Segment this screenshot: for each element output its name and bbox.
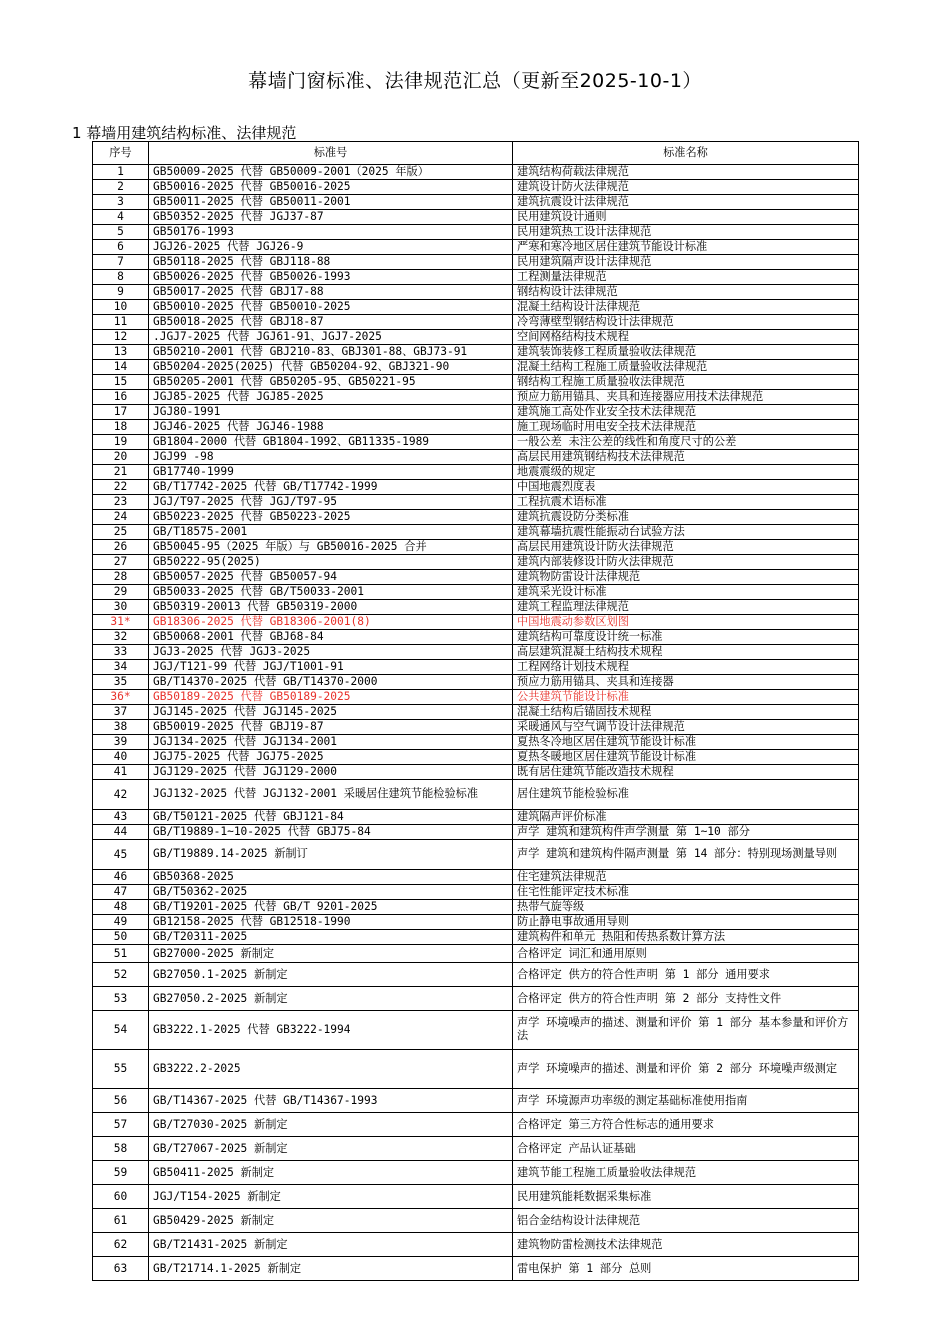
row-standard-code: .JGJ7-2025 代替 JGJ61-91、JGJ7-2025 [149, 330, 513, 345]
row-standard-name: 建筑工程监理法律规范 [513, 600, 859, 615]
row-serial-number: 34 [93, 660, 149, 675]
row-serial-number: 30 [93, 600, 149, 615]
table-row [93, 270, 859, 285]
row-standard-name: 公共建筑节能设计标准 [513, 690, 859, 705]
row-standard-name: 民用建筑热工设计法律规范 [513, 225, 859, 240]
table-row [93, 1137, 859, 1161]
row-serial-number: 54 [93, 1011, 149, 1050]
row-standard-name: 建筑施工高处作业安全技术法律规范 [513, 405, 859, 420]
row-standard-code: GB50411-2025 新制定 [149, 1161, 513, 1185]
row-standard-name: 夏热冬暖地区居住建筑节能设计标准 [513, 750, 859, 765]
row-serial-number: 7 [93, 255, 149, 270]
row-serial-number: 16 [93, 390, 149, 405]
row-standard-code: JGJ75-2025 代替 JGJ75-2025 [149, 750, 513, 765]
row-standard-name: 合格评定 供方的符合性声明 第 1 部分 通用要求 [513, 963, 859, 987]
row-serial-number: 15 [93, 375, 149, 390]
row-standard-code: GB1804-2000 代替 GB1804-1992、GB11335-1989 [149, 435, 513, 450]
row-standard-code: GB/T21431-2025 新制定 [149, 1233, 513, 1257]
row-standard-name: 建筑抗震设计法律规范 [513, 195, 859, 210]
row-standard-code: GB50011-2025 代替 GB50011-2001 [149, 195, 513, 210]
row-serial-number: 10 [93, 300, 149, 315]
row-standard-code: GB/T20311-2025 [149, 930, 513, 945]
row-standard-code: GB50189-2025 代替 GB50189-2025 [149, 690, 513, 705]
row-standard-name: 高层民用建筑设计防火法律规范 [513, 540, 859, 555]
row-standard-code: GB50010-2025 代替 GB50010-2025 [149, 300, 513, 315]
table-row [93, 435, 859, 450]
row-standard-name: 钢结构工程施工质量验收法律规范 [513, 375, 859, 390]
row-standard-code: GB/T17742-2025 代替 GB/T17742-1999 [149, 480, 513, 495]
row-serial-number: 29 [93, 585, 149, 600]
table-row [93, 870, 859, 885]
table-row [93, 570, 859, 585]
row-standard-code: GB/T50362-2025 [149, 885, 513, 900]
table-row [93, 720, 859, 735]
table-row [93, 585, 859, 600]
row-standard-code: GB/T50121-2025 代替 GBJ121-84 [149, 810, 513, 825]
row-standard-code: JGJ26-2025 代替 JGJ26-9 [149, 240, 513, 255]
row-standard-name: 建筑采光设计标准 [513, 585, 859, 600]
row-serial-number: 49 [93, 915, 149, 930]
row-standard-code: GB50176-1993 [149, 225, 513, 240]
row-standard-code: GB50204-2025(2025) 代替 GB50204-92、GBJ321-90 [149, 360, 513, 375]
table-row [93, 285, 859, 300]
row-serial-number: 61 [93, 1209, 149, 1233]
row-standard-name: 高层民用建筑钢结构技术法律规范 [513, 450, 859, 465]
row-serial-number: 17 [93, 405, 149, 420]
row-standard-name: 建筑内部装修设计防火法律规范 [513, 555, 859, 570]
row-standard-name: 建筑物防雷检测技术法律规范 [513, 1233, 859, 1257]
table-row [93, 660, 859, 675]
row-serial-number: 53 [93, 987, 149, 1011]
row-serial-number: 12 [93, 330, 149, 345]
row-standard-code: GB27050.1-2025 新制定 [149, 963, 513, 987]
table-row [93, 165, 859, 180]
row-serial-number: 11 [93, 315, 149, 330]
table-row [93, 315, 859, 330]
row-serial-number: 5 [93, 225, 149, 240]
row-serial-number: 14 [93, 360, 149, 375]
row-standard-code: GB50068-2001 代替 GBJ68-84 [149, 630, 513, 645]
row-standard-name: 夏热冬冷地区居住建筑节能设计标准 [513, 735, 859, 750]
row-serial-number: 3 [93, 195, 149, 210]
row-standard-code: JGJ129-2025 代替 JGJ129-2000 [149, 765, 513, 780]
row-standard-name: 雷电保护 第 1 部分 总则 [513, 1257, 859, 1281]
row-standard-name: 工程测量法律规范 [513, 270, 859, 285]
row-standard-code: GB50222-95(2025) [149, 555, 513, 570]
row-standard-name: 合格评定 词汇和通用原则 [513, 945, 859, 963]
row-standard-code: GB50223-2025 代替 GB50223-2025 [149, 510, 513, 525]
row-standard-name: 既有居住建筑节能改造技术规程 [513, 765, 859, 780]
row-standard-code: GB50045-95（2025 年版）与 GB50016-2025 合并 [149, 540, 513, 555]
row-standard-code: JGJ80-1991 [149, 405, 513, 420]
row-serial-number: 63 [93, 1257, 149, 1281]
row-standard-code: JGJ/T154-2025 新制定 [149, 1185, 513, 1209]
table-row [93, 390, 859, 405]
row-standard-code: GB/T14370-2025 代替 GB/T14370-2000 [149, 675, 513, 690]
row-serial-number: 42 [93, 780, 149, 810]
row-standard-name: 声学 建筑和建筑构件隔声测量 第 14 部分：特别现场测量导则 [513, 840, 859, 870]
row-standard-name: 建筑构件和单元 热阻和传热系数计算方法 [513, 930, 859, 945]
table-row [93, 480, 859, 495]
row-standard-name: 工程网络计划技术规程 [513, 660, 859, 675]
row-standard-name: 建筑装饰装修工程质量验收法律规范 [513, 345, 859, 360]
row-serial-number: 52 [93, 963, 149, 987]
row-serial-number: 25 [93, 525, 149, 540]
row-standard-code: GB50009-2025 代替 GB50009-2001（2025 年版） [149, 165, 513, 180]
table-row [93, 945, 859, 963]
row-standard-code: GB50019-2025 代替 GBJ19-87 [149, 720, 513, 735]
table-row [93, 1113, 859, 1137]
row-standard-code: GB3222.2-2025 [149, 1050, 513, 1089]
table-row [93, 465, 859, 480]
row-serial-number: 59 [93, 1161, 149, 1185]
row-standard-name: 高层建筑混凝土结构技术规程 [513, 645, 859, 660]
row-standard-code: GB50210-2001 代替 GBJ210-83、GBJ301-88、GBJ73-91 [149, 345, 513, 360]
row-serial-number: 48 [93, 900, 149, 915]
row-standard-code: JGJ46-2025 代替 JGJ46-1988 [149, 420, 513, 435]
row-standard-name: 声学 环境源声功率级的测定基础标准使用指南 [513, 1089, 859, 1113]
row-standard-code: GB/T19889-1~10-2025 代替 GBJ75-84 [149, 825, 513, 840]
row-standard-name: 声学 建筑和建筑构件声学测量 第 1~10 部分 [513, 825, 859, 840]
row-standard-name: 防止静电事故通用导则 [513, 915, 859, 930]
row-standard-name: 混凝土结构后锚固技术规程 [513, 705, 859, 720]
table-row [93, 300, 859, 315]
table-row [93, 690, 859, 705]
row-standard-code: GB50319-20013 代替 GB50319-2000 [149, 600, 513, 615]
row-standard-name: 中国地震动参数区划图 [513, 615, 859, 630]
row-standard-name: 建筑设计防火法律规范 [513, 180, 859, 195]
row-serial-number: 32 [93, 630, 149, 645]
document-title: 幕墙门窗标准、法律规范汇总（更新至2025-10-1） [248, 70, 702, 92]
row-serial-number: 41 [93, 765, 149, 780]
row-serial-number: 45 [93, 840, 149, 870]
row-standard-code: GB27050.2-2025 新制定 [149, 987, 513, 1011]
row-standard-code: JGJ99 -98 [149, 450, 513, 465]
row-standard-name: 预应力筋用锚具、夹具和连接器应用技术法律规范 [513, 390, 859, 405]
table-row [93, 1233, 859, 1257]
row-serial-number: 62 [93, 1233, 149, 1257]
row-serial-number: 4 [93, 210, 149, 225]
table-row [93, 810, 859, 825]
row-standard-name: 居住建筑节能检验标准 [513, 780, 859, 810]
row-standard-code: GB50017-2025 代替 GBJ17-88 [149, 285, 513, 300]
row-standard-name: 建筑结构可靠度设计统一标准 [513, 630, 859, 645]
row-standard-name: 合格评定 第三方符合性标志的通用要求 [513, 1113, 859, 1137]
row-serial-number: 51 [93, 945, 149, 963]
table-row [93, 180, 859, 195]
row-serial-number: 2 [93, 180, 149, 195]
table-row [93, 1257, 859, 1281]
row-standard-code: JGJ145-2025 代替 JGJ145-2025 [149, 705, 513, 720]
row-serial-number: 58 [93, 1137, 149, 1161]
row-serial-number: 44 [93, 825, 149, 840]
table-row [93, 405, 859, 420]
standards-table-body [93, 165, 859, 1281]
table-row [93, 915, 859, 930]
header-standard-code: 标准号 [149, 142, 513, 165]
row-serial-number: 20 [93, 450, 149, 465]
row-standard-name: 混凝土结构设计法律规范 [513, 300, 859, 315]
row-serial-number: 46 [93, 870, 149, 885]
table-row [93, 210, 859, 225]
row-standard-code: JGJ/T97-2025 代替 JGJ/T97-95 [149, 495, 513, 510]
table-row [93, 450, 859, 465]
row-serial-number: 39 [93, 735, 149, 750]
row-standard-code: JGJ/T121-99 代替 JGJ/T1001-91 [149, 660, 513, 675]
row-standard-code: GB/T21714.1-2025 新制定 [149, 1257, 513, 1281]
row-serial-number: 6 [93, 240, 149, 255]
row-serial-number: 31* [93, 615, 149, 630]
row-serial-number: 21 [93, 465, 149, 480]
row-standard-name: 民用建筑能耗数据采集标准 [513, 1185, 859, 1209]
row-standard-code: GB50205-2001 代替 GB50205-95、GB50221-95 [149, 375, 513, 390]
table-row [93, 540, 859, 555]
row-standard-name: 住宅性能评定技术标准 [513, 885, 859, 900]
row-serial-number: 43 [93, 810, 149, 825]
table-row [93, 705, 859, 720]
row-serial-number: 18 [93, 420, 149, 435]
row-standard-code: GB/T19889.14-2025 新制订 [149, 840, 513, 870]
row-standard-code: GB18306-2025 代替 GB18306-2001(8) [149, 615, 513, 630]
table-row [93, 780, 859, 810]
row-serial-number: 35 [93, 675, 149, 690]
row-serial-number: 8 [93, 270, 149, 285]
row-standard-code: JGJ134-2025 代替 JGJ134-2001 [149, 735, 513, 750]
row-serial-number: 60 [93, 1185, 149, 1209]
row-standard-name: 一般公差 未注公差的线性和角度尺寸的公差 [513, 435, 859, 450]
table-row [93, 1089, 859, 1113]
table-row [93, 240, 859, 255]
table-row [93, 930, 859, 945]
row-standard-name: 冷弯薄壁型钢结构设计法律规范 [513, 315, 859, 330]
row-standard-name: 住宅建筑法律规范 [513, 870, 859, 885]
row-standard-name: 施工现场临时用电安全技术法律规范 [513, 420, 859, 435]
row-serial-number: 50 [93, 930, 149, 945]
table-row [93, 1185, 859, 1209]
row-standard-name: 采暖通风与空气调节设计法律规范 [513, 720, 859, 735]
row-serial-number: 33 [93, 645, 149, 660]
table-row [93, 885, 859, 900]
row-standard-name: 合格评定 产品认证基础 [513, 1137, 859, 1161]
row-standard-code: GB/T18575-2001 [149, 525, 513, 540]
table-row [93, 645, 859, 660]
table-row [93, 195, 859, 210]
table-row [93, 1011, 859, 1050]
table-row [93, 840, 859, 870]
row-serial-number: 27 [93, 555, 149, 570]
row-standard-code: JGJ3-2025 代替 JGJ3-2025 [149, 645, 513, 660]
row-standard-name: 混凝土结构工程施工质量验收法律规范 [513, 360, 859, 375]
row-standard-name: 建筑隔声评价标准 [513, 810, 859, 825]
row-standard-name: 热带气旋等级 [513, 900, 859, 915]
table-row [93, 675, 859, 690]
table-row [93, 987, 859, 1011]
row-standard-name: 民用建筑设计通则 [513, 210, 859, 225]
row-standard-name: 声学 环境噪声的描述、测量和评价 第 2 部分 环境噪声级测定 [513, 1050, 859, 1089]
table-row [93, 255, 859, 270]
row-standard-name: 民用建筑隔声设计法律规范 [513, 255, 859, 270]
row-serial-number: 26 [93, 540, 149, 555]
row-standard-name: 严寒和寒冷地区居住建筑节能设计标准 [513, 240, 859, 255]
standards-table [92, 141, 859, 1281]
row-standard-code: JGJ85-2025 代替 JGJ85-2025 [149, 390, 513, 405]
table-row [93, 825, 859, 840]
table-row [93, 555, 859, 570]
table-row [93, 900, 859, 915]
table-row [93, 330, 859, 345]
table-header-row [93, 142, 859, 165]
row-standard-code: GB17740-1999 [149, 465, 513, 480]
row-serial-number: 55 [93, 1050, 149, 1089]
row-standard-code: GB50352-2025 代替 JGJ37-87 [149, 210, 513, 225]
row-serial-number: 40 [93, 750, 149, 765]
section-heading: 1 幕墙用建筑结构标准、法律规范 [72, 124, 297, 142]
row-standard-code: GB27000-2025 新制定 [149, 945, 513, 963]
row-serial-number: 56 [93, 1089, 149, 1113]
row-standard-name: 建筑结构荷载法律规范 [513, 165, 859, 180]
table-row [93, 360, 859, 375]
row-serial-number: 9 [93, 285, 149, 300]
row-standard-code: GB3222.1-2025 代替 GB3222-1994 [149, 1011, 513, 1050]
table-row [93, 495, 859, 510]
row-standard-code: GB/T27067-2025 新制定 [149, 1137, 513, 1161]
row-standard-code: GB/T14367-2025 代替 GB/T14367-1993 [149, 1089, 513, 1113]
header-serial-number: 序号 [93, 142, 149, 165]
row-serial-number: 1 [93, 165, 149, 180]
row-standard-name: 地震震级的规定 [513, 465, 859, 480]
row-serial-number: 57 [93, 1113, 149, 1137]
table-row [93, 1050, 859, 1089]
table-row [93, 735, 859, 750]
row-standard-name: 建筑节能工程施工质量验收法律规范 [513, 1161, 859, 1185]
header-standard-name: 标准名称 [513, 142, 859, 165]
row-serial-number: 13 [93, 345, 149, 360]
row-standard-code: GB50429-2025 新制定 [149, 1209, 513, 1233]
table-row [93, 345, 859, 360]
table-row [93, 525, 859, 540]
row-standard-code: GB50057-2025 代替 GB50057-94 [149, 570, 513, 585]
table-row [93, 510, 859, 525]
row-standard-name: 工程抗震术语标准 [513, 495, 859, 510]
row-standard-name: 建筑幕墙抗震性能振动台试验方法 [513, 525, 859, 540]
table-row [93, 225, 859, 240]
row-standard-name: 建筑物防雷设计法律规范 [513, 570, 859, 585]
table-row [93, 600, 859, 615]
row-serial-number: 28 [93, 570, 149, 585]
row-standard-name: 中国地震烈度表 [513, 480, 859, 495]
row-standard-code: GB/T27030-2025 新制定 [149, 1113, 513, 1137]
table-row [93, 420, 859, 435]
table-row [93, 375, 859, 390]
row-serial-number: 24 [93, 510, 149, 525]
row-standard-code: GB50016-2025 代替 GB50016-2025 [149, 180, 513, 195]
row-standard-code: GB/T19201-2025 代替 GB/T 9201-2025 [149, 900, 513, 915]
row-standard-code: GB50026-2025 代替 GB50026-1993 [149, 270, 513, 285]
row-standard-name: 铝合金结构设计法律规范 [513, 1209, 859, 1233]
row-serial-number: 36* [93, 690, 149, 705]
row-serial-number: 38 [93, 720, 149, 735]
row-standard-name: 钢结构设计法律规范 [513, 285, 859, 300]
row-standard-name: 建筑抗震设防分类标准 [513, 510, 859, 525]
table-row [93, 1161, 859, 1185]
row-serial-number: 47 [93, 885, 149, 900]
row-standard-code: GB50033-2025 代替 GB/T50033-2001 [149, 585, 513, 600]
row-standard-name: 预应力筋用锚具、夹具和连接器 [513, 675, 859, 690]
row-serial-number: 37 [93, 705, 149, 720]
row-standard-name: 合格评定 供方的符合性声明 第 2 部分 支持性文件 [513, 987, 859, 1011]
table-row [93, 615, 859, 630]
row-standard-code: GB50018-2025 代替 GBJ18-87 [149, 315, 513, 330]
table-row [93, 765, 859, 780]
table-row [93, 630, 859, 645]
table-row [93, 963, 859, 987]
row-standard-code: JGJ132-2025 代替 JGJ132-2001 采暖居住建筑节能检验标准 [149, 780, 513, 810]
row-standard-name: 空间网格结构技术规程 [513, 330, 859, 345]
row-standard-code: GB50118-2025 代替 GBJ118-88 [149, 255, 513, 270]
row-standard-code: GB12158-2025 代替 GB12518-1990 [149, 915, 513, 930]
row-serial-number: 19 [93, 435, 149, 450]
table-row [93, 1209, 859, 1233]
row-standard-name: 声学 环境噪声的描述、测量和评价 第 1 部分 基本参量和评价方法 [513, 1011, 859, 1050]
row-serial-number: 22 [93, 480, 149, 495]
row-serial-number: 23 [93, 495, 149, 510]
row-standard-code: GB50368-2025 [149, 870, 513, 885]
table-row [93, 750, 859, 765]
